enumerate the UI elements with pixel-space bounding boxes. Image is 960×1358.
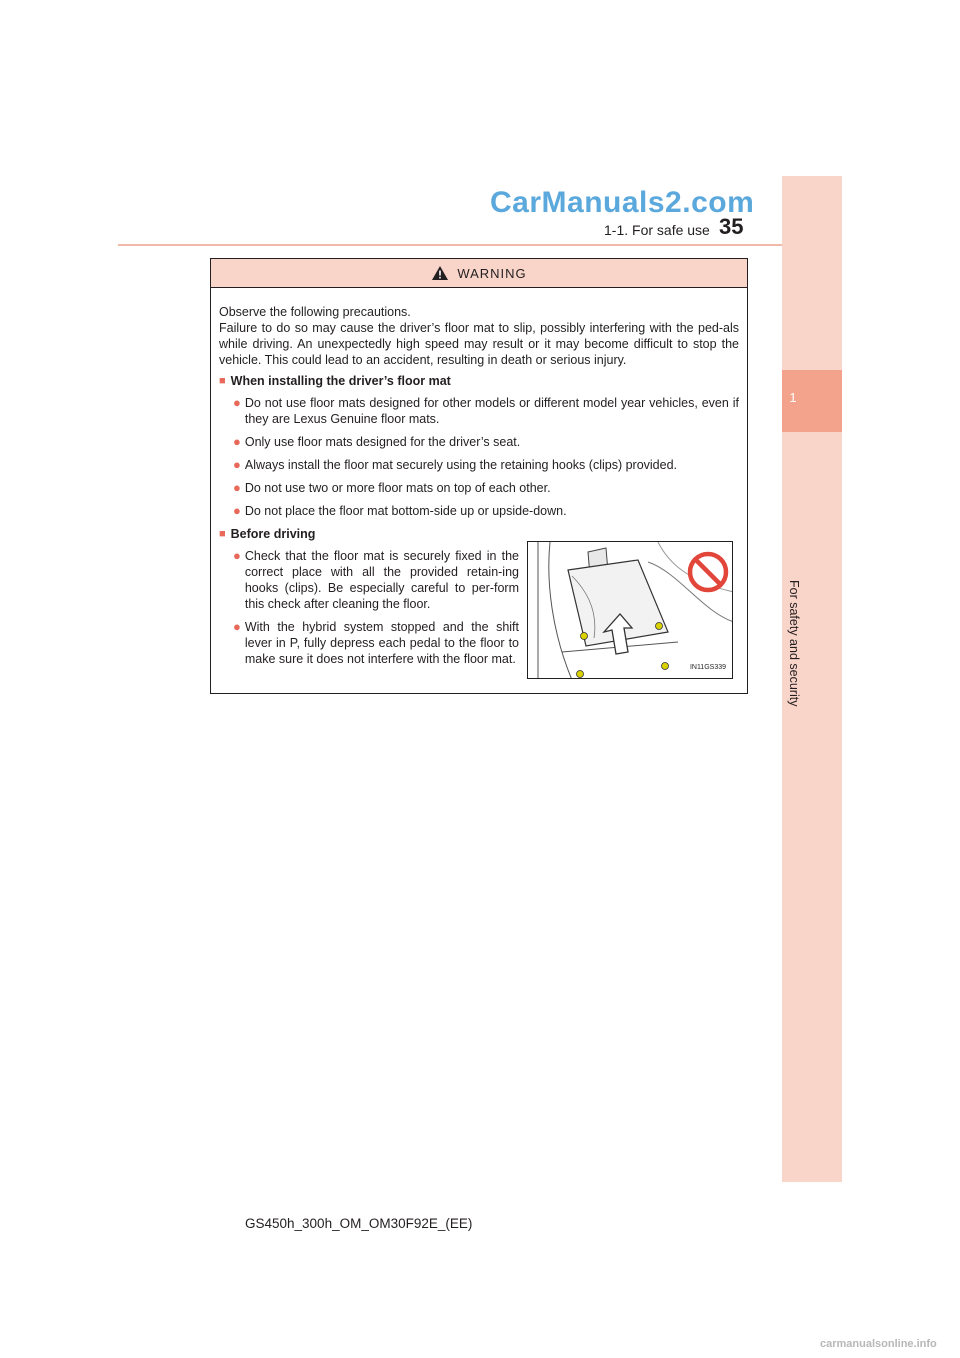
list-item-text: Check that the floor mat is securely fixed in the correct place with all the provided retain-ing hooks (clips). Be especially careful to per-form this check after cleaning the floor. [244,549,519,611]
list-item [233,480,739,496]
watermark-logo: CarManuals2.com [490,186,755,219]
section-heading-text: When installing the driver’s floor mat [230,374,451,388]
chapter-number: 1 [789,390,797,405]
list-item-text: Always install the floor mat securely using the retaining hooks (clips) provided. [244,458,678,472]
list-item-text: Do not use floor mats designed for other models or different model year vehicles, even if they are Lexus Genuine floor mats. [244,396,739,426]
section-heading-text: Before driving [230,527,316,541]
footer-model-code: GS450h_300h_OM_OM30F92E_(EE) [245,1216,473,1231]
bullet-dot-icon: ● [233,619,241,634]
list-item [233,548,519,612]
warning-body [211,288,747,674]
page-number: 35 [719,214,744,239]
square-bullet-icon: ■ [219,375,226,387]
list-item [233,457,739,473]
chapter-label: For safety and security [787,580,801,707]
illustration-code: IN11GS339 [689,664,726,671]
list-item [233,434,739,450]
bullet-dot-icon: ● [233,395,241,410]
warning-box [210,258,748,694]
square-bullet-icon: ■ [219,528,226,540]
bullet-dot-icon: ● [233,457,241,472]
bullet-dot-icon: ● [233,503,241,518]
warning-header [211,259,747,288]
warning-intro-line2: Failure to do so may cause the driver’s floor mat to slip, possibly interfering with the ped-als while driving. An unexpectedly high speed may result or it may become difficult to stop the vehicle. This could lead to an accident, resulting in death or serious injury. [219,321,739,367]
warning-title: WARNING [457,265,527,281]
header-divider [118,244,838,246]
section-title: 1-1. For safe use [604,222,710,238]
list-item-text: Only use floor mats designed for the driver’s seat. [244,435,521,449]
list-item-text: With the hybrid system stopped and the shift lever in P, fully depress each pedal to the floor to make sure it does not interfere with the floor mat. [244,620,519,666]
floor-mat-drawing [528,542,733,679]
section-heading-installing [219,373,739,389]
warning-triangle-icon [431,265,449,281]
bullet-dot-icon: ● [233,480,241,495]
bullet-dot-icon: ● [233,548,241,563]
list-item-text: Do not use two or more floor mats on top of each other. [244,481,551,495]
list-item [233,395,739,427]
before-driving-list [219,548,519,674]
floor-mat-illustration [527,541,733,679]
warning-intro-line1: Observe the following precautions. [219,305,411,319]
list-item-text: Do not place the floor mat bottom-side up or upside-down. [244,504,567,518]
list-item [233,503,739,519]
section-heading-before-driving [219,526,739,542]
bullet-dot-icon: ● [233,434,241,449]
watermark-footer: carmanualsonline.info [820,1338,937,1350]
list-item [233,619,519,667]
